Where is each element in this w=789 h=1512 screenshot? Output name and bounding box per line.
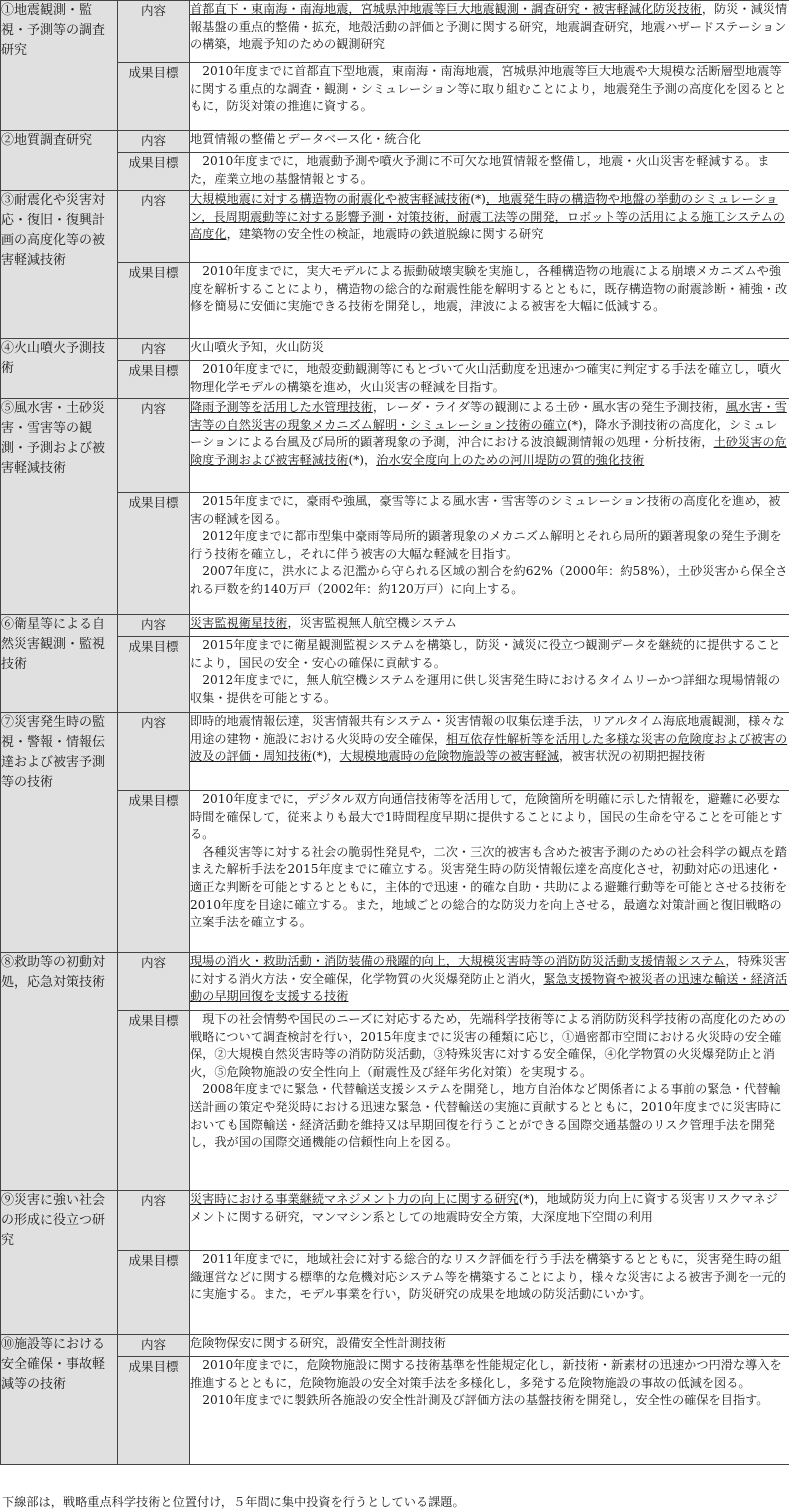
result-label: 成果目標 (118, 493, 190, 615)
result-cell (190, 1357, 789, 1465)
table-row-content (1, 131, 789, 153)
table-row-result (1, 361, 789, 399)
content-segment: 災害時における事業継続マネジメント力の向上に関する研究 (190, 1192, 519, 1206)
table-row-result (1, 153, 789, 191)
content-segment: 即時的地震情報伝達，災害情報共有システム・災害情報の収集伝達手法，リアルタイム海底地震観測，様々な用途の建物・施設における火災時の安全確保， (190, 714, 785, 746)
content-segment: 相互依存性解析等を活用した多様な災害の危険度および被害の波及の評価・周知技術 (190, 731, 788, 764)
content-segment: 火山噴火予知，火山防災 (190, 340, 325, 354)
category-cell: ⑤風水害・土砂災害・雪害等の観測・予測および被害軽減技術 (1, 399, 118, 615)
result-paragraph: 2010年度までに，地殻変動観測等にもとづいて火山活動度を迅速かつ確実に判定する手法を確立し，噴火物理化学モデルの構築を進め，火山災害の軽減を目指す。 (190, 362, 782, 394)
result-label: 成果目標 (118, 1357, 190, 1465)
result-label: 成果目標 (118, 1011, 190, 1191)
table-row-content (1, 953, 789, 1011)
content-segment: 緊急支援物資や被災者の迅速な輸送・経済活動の早期回復を支援する技術 (190, 971, 788, 1004)
content-label: 内容 (118, 615, 190, 637)
table-row-content (1, 1335, 789, 1357)
result-paragraph: 2010年度までに，実大モデルによる振動破壊実験を実施し，各種構造物の地震による崩壊メカニズムや強度を解析することにより，構造物の総合的な耐震性能を解明するとともに，既存構造物の耐震診断・補強・改修を簡易に安価に実施できる技術を開発し，地震，津波による被害を大幅に低減する。 (190, 264, 788, 314)
result-label: 成果目標 (118, 791, 190, 953)
content-cell (190, 1, 789, 63)
content-segment: 降雨予測等を活用した水管理技術 (190, 400, 373, 414)
content-segment: (*) (470, 192, 486, 206)
category-cell: ④火山噴火予測技術 (1, 339, 118, 399)
content-segment: ，災害監視無人航空機システム (287, 616, 457, 630)
result-paragraph: 2010年度までに，デジタル双方向通信技術等を活用して，危険箇所を明確に示した情報を，避難に必要な時間を確保して，従来よりも最大で1時間程度早期に提供することにより，国民の生命を守ることを可能とする。 (190, 792, 783, 842)
result-paragraph: 2008年度までに緊急・代替輸送支援システムを開発し，地方自治体など関係者による事前の緊急・代替輸送計画の策定や発災時における迅速な緊急・代替輸送の実施に貢献するとともに，2010年度までに災害時においても国際輸送・経済活動を維持又は早期回復を行うことができる国際交通基盤のリスク管理手法を開発し，我が国の国際交通機能の信頼性向上を図る。 (190, 1082, 782, 1150)
content-cell (190, 399, 789, 493)
content-segment: ，レーダ・ライダ等の観測による土砂・風水害の発生予測技術， (372, 400, 726, 414)
content-segment: 大規模地震時の危険物施設等の被害軽減 (339, 749, 560, 764)
content-segment: 危険物保安に関する研究，設備安全性計測技術 (190, 1336, 446, 1350)
result-label: 成果目標 (118, 637, 190, 713)
category-cell: ⑧救助等の初動対処，応急対策技術 (1, 953, 118, 1191)
content-segment: 首都直下・東南海・南海地震，宮城県沖地震等巨大地震観測・調査研究・被害軽減化防災技術 (190, 2, 702, 16)
content-cell (190, 339, 789, 361)
content-label: 内容 (118, 399, 190, 493)
content-segment: 地質情報の整備とデータベース化・統合化 (190, 132, 421, 146)
content-cell (190, 1191, 789, 1251)
result-paragraph: 2010年度までに首都直下型地震，東南海・南海地震，宮城県沖地震等巨大地震や大規模な活断層型地震等に関する重点的な調査・観測・シミュレーション等に取り組むことにより，地震発生予測の高度化を図るとともに，防災対策の推進に資する。 (190, 64, 787, 114)
content-segment: (*)，地域防災力向上に資する災害リスクマネジメントに関する研究，マンマシン系としての地震時安全方策，大深度地下空間の利用 (190, 1192, 778, 1224)
content-cell (190, 191, 789, 263)
result-paragraph: 現下の社会情勢や国民のニーズに対応するため，先端科学技術等による消防防災科学技術の高度化のための戦略について調査検討を行い，2015年度までに災害の種類に応じ，①過密都市空間における火災時の安全確保，②大規模自然災害時等の消防防災活動，③特殊災害に対する安全確保，④化学物質の火災爆発防止と消火，⑤危険物施設の安全性向上（耐震性及び経年劣化対策）を実現する。 (190, 1012, 787, 1079)
result-cell (190, 1251, 789, 1335)
content-label: 内容 (118, 191, 190, 263)
table-row-content (1, 1, 789, 63)
result-paragraph: 2015年度までに，豪雨や強風，豪雪等による風水害・雪害等のシミュレーション技術の高度化を進め，被害の軽減を図る。 (190, 494, 781, 526)
result-cell (190, 263, 789, 339)
content-label: 内容 (118, 1335, 190, 1357)
content-cell (190, 953, 789, 1011)
content-label: 内容 (118, 131, 190, 153)
result-paragraph: 2015年度までに衛星観測監視システムを構築し，防災・減災に役立つ観測データを継続的に提供することにより，国民の安全・安心の確保に貢献する。 (190, 638, 781, 670)
result-label: 成果目標 (118, 263, 190, 339)
result-paragraph: 2012年度までに，無人航空機システムを運用に供し災害発生時におけるタイムリーかつ詳細な現場情報の収集・提供を可能とする。 (190, 673, 781, 705)
category-cell: ①地震観測・監視・予測等の調査研究 (1, 1, 118, 131)
result-cell (190, 1011, 789, 1191)
category-cell: ⑨災害に強い社会の形成に役立つ研究 (1, 1191, 118, 1335)
content-segment: ，防災・減災情報基盤の重点的整備・拡充，地殻活動の評価と予測に関する研究，地震調査研究，地震ハザードステーションの構築，地震予知のための観測研究 (190, 2, 788, 52)
table-row-result (1, 1357, 789, 1465)
result-label: 成果目標 (118, 1251, 190, 1335)
table-row-result (1, 791, 789, 953)
table-row-result (1, 1011, 789, 1191)
result-label: 成果目標 (118, 153, 190, 191)
content-segment: 災害監視衛星技術 (190, 616, 288, 630)
result-cell (190, 493, 789, 615)
content-segment: (*)，降水予測技術の高度化，シミュレーションによる台風及び局所的顕著現象の予測，沖合における波浪観測情報の処理・分析技術， (190, 417, 778, 450)
result-paragraph: 2012年度までに都市型集中豪雨等局所的顕著現象のメカニズム解明とそれら局所的顕著現象の発生予測を行う技術を確立し，それに伴う被害の大幅な軽減を目指す。 (190, 529, 782, 561)
result-paragraph: 2010年度までに，危険物施設に関する技術基準を性能規定化し，新技術・新素材の迅速かつ円滑な導入を推進するとともに，危険物施設の安全対策手法を多様化し，多発する危険物施設の事故の低減を図る。 (190, 1358, 782, 1390)
content-segment: 現場の消火・救助活動・消防装備の飛躍的向上，大規模災害時等の消防防災活動支援情報システム (190, 954, 726, 968)
content-segment: 治水安全度向上のための河川堤防の質的強化技術 (376, 452, 645, 467)
category-cell: ⑥衛星等による自然災害観測・監視技術 (1, 615, 118, 713)
category-cell: ③耐震化や災害対応・復旧・復興計画の高度化等の被害軽減技術 (1, 191, 118, 339)
category-cell: ⑦災害発生時の監視・警報・情報伝達および被害予測等の技術 (1, 713, 118, 953)
table-row-content (1, 191, 789, 263)
content-label: 内容 (118, 1191, 190, 1251)
result-paragraph: 2010年度までに，地震動予測や噴火予測に不可欠な地質情報を整備し，地震・火山災害を軽減する。また，産業立地の基盤情報とする。 (190, 154, 770, 186)
result-cell (190, 361, 789, 399)
content-segment: (*)， (348, 452, 377, 467)
table-row-result (1, 493, 789, 615)
content-label: 内容 (118, 953, 190, 1011)
content-segment: 大規模地震に対する構造物の耐震化や被害軽減技術 (190, 192, 471, 206)
content-segment: ，被害状況の初期把握技術 (559, 749, 706, 764)
table-row-result (1, 263, 789, 339)
content-segment: 風水害・雪害等の自然災害の現象メカニズム解明・シミュレーション技術の確立 (190, 400, 787, 432)
content-cell (190, 615, 789, 637)
content-label: 内容 (118, 713, 190, 791)
result-label: 成果目標 (118, 63, 190, 131)
table-row-result (1, 637, 789, 713)
content-cell (190, 713, 789, 791)
result-cell (190, 637, 789, 713)
category-cell: ⑩施設等における安全確保・事故軽減等の技術 (1, 1335, 118, 1465)
category-cell: ②地質調査研究 (1, 131, 118, 191)
content-segment: ，特殊災害に対する消火方法・安全確保，化学物質の火災爆発防止と消火， (190, 954, 787, 986)
content-cell (190, 131, 789, 153)
result-paragraph: 2010年度までに製鉄所各施設の安全性計測及び評価方法の基盤技術を開発し，安全性の確保を目指す。 (202, 1393, 769, 1408)
content-segment: ，建築物の安全性の検証，地震時の鉄道脱線に関する研究 (226, 227, 544, 242)
table-row-result (1, 1251, 789, 1335)
result-paragraph: 2011年度までに，地域社会に対する総合的なリスク評価を行う手法を構築するとともに，災害発生時の組織運営などに関する標準的な危機対応システム等を構築することにより，様々な災害による被害予測を一元的に実施する。また，モデル事業を行い，防災研究の成果を地域の防災活動にいかす。 (190, 1252, 786, 1302)
result-cell (190, 791, 789, 953)
footnote: 下線部は，戦略重点科学技術と位置付け，５年間に集中投資を行うとしている課題。 (2, 1495, 465, 1509)
table-row-content (1, 1191, 789, 1251)
content-label: 内容 (118, 339, 190, 361)
content-segment: ，地震発生時の構造物や地盤の挙動のシミュレーション，長周期震動等に対する影響予測・対策技術，耐震工法等の開発，ロボット等の活用による施工システムの高度化 (190, 192, 785, 242)
result-cell (190, 153, 789, 191)
content-segment: (*)， (311, 749, 340, 764)
table-row-content (1, 713, 789, 791)
result-paragraph: 2007年度に，洪水による氾濫から守られる区域の割合を約62%（2000年：約58%），土砂災害から保全される戸数を約140万戸（2002年：約120万戸）に向上する。 (190, 564, 788, 596)
table-row-content (1, 399, 789, 493)
result-cell (190, 63, 789, 131)
content-segment: 土砂災害の危険度予測および被害軽減技術 (190, 435, 787, 467)
table-row-content (1, 339, 789, 361)
result-label: 成果目標 (118, 361, 190, 399)
table-row-content (1, 615, 789, 637)
content-cell (190, 1335, 789, 1357)
table-row-result (1, 63, 789, 131)
result-paragraph: 各種災害等に対する社会の脆弱性発見や，二次・三次的被害も含めた被害予測のための社会科学の観点を踏まえた解析手法を2015年度までに確立する。災害発生時の防災情報伝達を高度化させ，初動対応の迅速化・適正な判断を可能とするとともに，主体的で迅速・的確な自助・共助による避難行動等を可能とさせる技術を2010年度を目途に確立する。また，地域ごとの総合的な防災力を向上させる，最適な対策計画と復旧戦略の立案手法を確立する。 (190, 844, 788, 930)
content-label: 内容 (118, 1, 190, 63)
